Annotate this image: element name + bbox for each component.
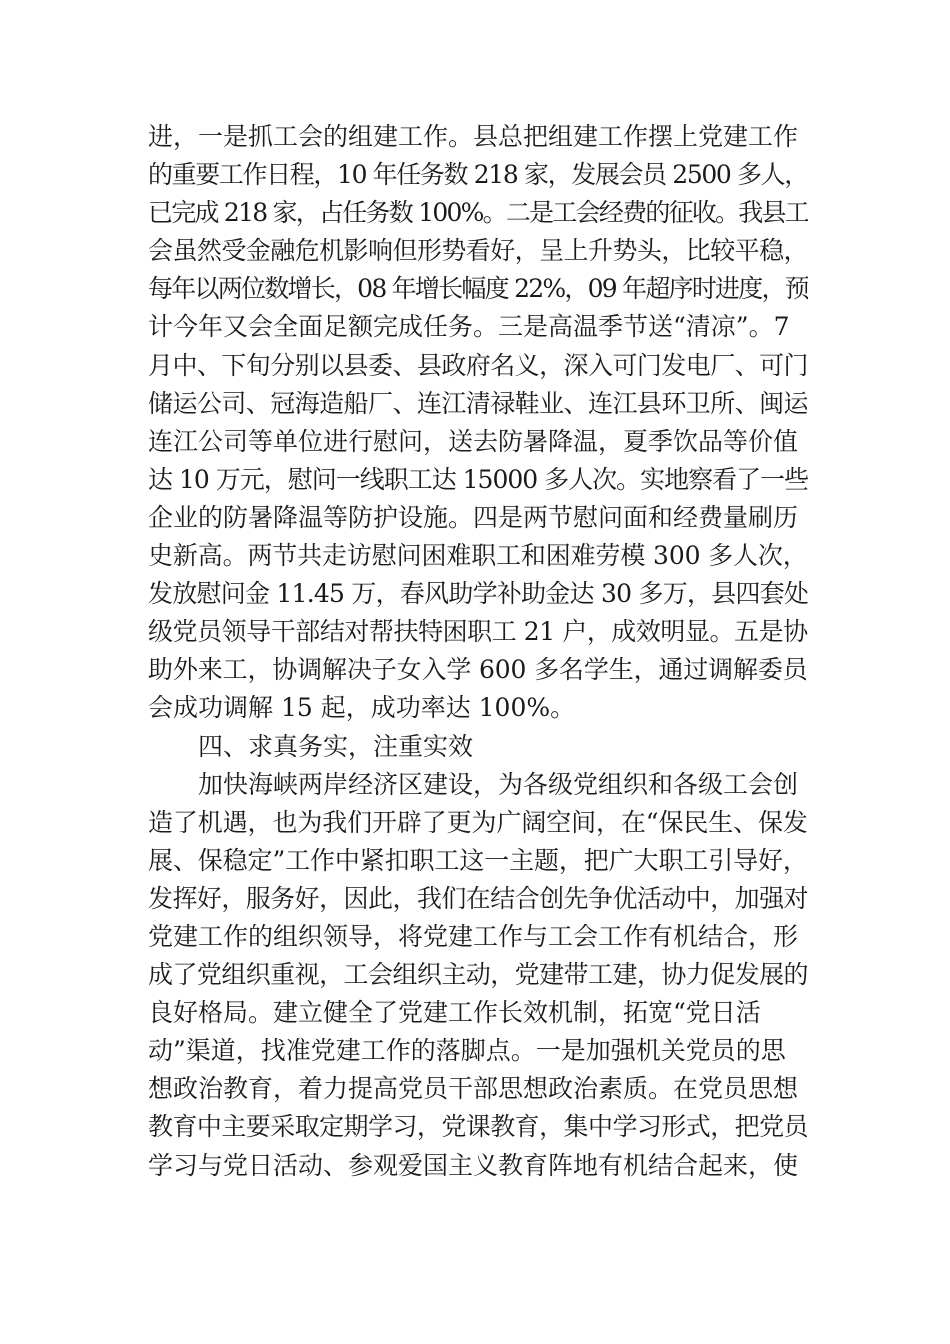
text-line: 发放慰问金 11.45 万，春风助学补助金达 30 多万，县四套处: [148, 579, 808, 609]
text-line: 储运公司、冠海造船厂、连江清禄鞋业、连江县环卫所、闽运: [148, 388, 808, 418]
text-line: 月中、下旬分别以县委、县政府名义，深入可门发电厂、可门: [148, 350, 808, 380]
text-line: 动”渠道，找准党建工作的落脚点。一是加强机关党员的思: [148, 1036, 786, 1066]
text-line: 企业的防暑降温等防护设施。四是两节慰问面和经费量刷历: [148, 502, 799, 532]
text-line: 的重要工作日程，10 年任务数 218 家，发展会员 2500 多人，: [148, 160, 808, 190]
text-line: 连江公司等单位进行慰问，送去防暑降温，夏季饮品等价值: [148, 426, 799, 456]
body-text: [148, 118, 808, 1185]
text-line: 助外来工，协调解决子女入学 600 多名学生，通过调解委员: [148, 655, 808, 685]
text-line: 教育中主要采取定期学习，党课教育，集中学习形式，把党员: [148, 1112, 808, 1142]
text-line: 学习与党日活动、参观爱国主义教育阵地有机结合起来，使: [148, 1150, 799, 1180]
text-line: 已完成 218 家，占任务数 100%。二是工会经费的征收。我县工: [148, 198, 808, 228]
section-heading: 四、求真务实，注重实效: [198, 731, 474, 761]
text-line: 会虽然受金融危机影响但形势看好，呈上升势头，比较平稳，: [148, 236, 808, 266]
text-line: 达 10 万元，慰问一线职工达 15000 多人次。实地察看了一些: [148, 464, 808, 494]
text-line: 进，一是抓工会的组建工作。县总把组建工作摆上党建工作: [148, 122, 799, 151]
text-line: 造了机遇，也为我们开辟了更为广阔空间，在“保民生、保发: [148, 807, 808, 837]
text-line: 想政治教育，着力提高党员干部思想政治素质。在党员思想: [148, 1074, 799, 1104]
text-line: 级党员领导干部结对帮扶特困职工 21 户，成效明显。五是协: [148, 617, 808, 647]
text-line: 每年以两位数增长，08 年增长幅度 22%，09 年超序时进度，预: [148, 274, 808, 304]
text-line: 良好格局。建立健全了党建工作长效机制，拓宽“党日活: [148, 998, 761, 1028]
text-line: 党建工作的组织领导，将党建工作与工会工作有机结合，形: [148, 921, 799, 951]
text-line: 发挥好，服务好，因此，我们在结合创先争优活动中，加强对: [148, 883, 808, 913]
text-line: 计今年又会全面足额完成任务。三是高温季节送“清凉”。7: [148, 312, 790, 342]
text-line: 史新高。两节共走访慰问困难职工和困难劳模 300 多人次，: [148, 541, 808, 571]
text-line: 会成功调解 15 起，成功率达 100%。: [148, 693, 576, 723]
text-line: 展、保稳定”工作中紧扣职工这一主题，把广大职工引导好，: [148, 845, 808, 875]
text-line: 成了党组织重视，工会组织主动，党建带工建，协力促发展的: [148, 960, 808, 990]
paragraph-first-line: 加快海峡两岸经济区建设，为各级党组织和各级工会创: [198, 769, 799, 799]
